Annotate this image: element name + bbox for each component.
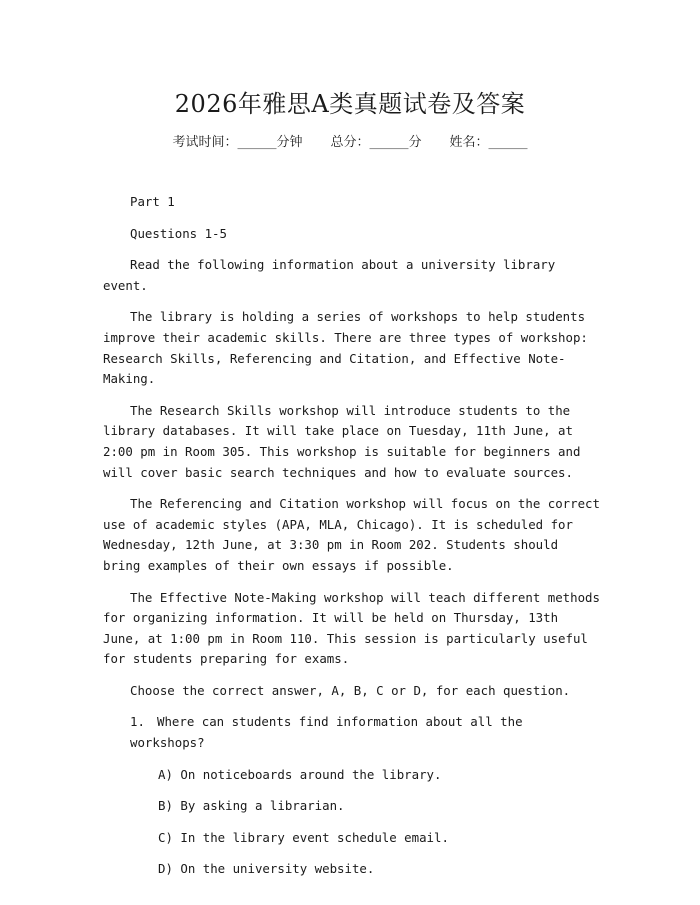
name-field: 姓名：______: [449, 135, 528, 150]
questions-range: Questions 1-5: [130, 225, 227, 241]
document-body: [103, 192, 601, 891]
option-b: B) By asking a librarian.: [158, 798, 345, 814]
question-text: Where can students find information about all the workshops?: [130, 714, 523, 751]
instruction-text: Choose the correct answer, A, B, C or D, for each question.: [130, 682, 571, 698]
paragraph-referencing: The Referencing and Citation workshop will focus on the correct use of academic styles (APA, MLA, Chicago). It is scheduled for Wednesday, 12th June, at 3:30 pm in Room 202. Students should bring examples of their own essays if possible.: [103, 496, 600, 573]
option-d: D) On the university website.: [158, 861, 375, 877]
exam-time-field: 考试时间：______分钟: [172, 135, 303, 150]
option-a: A) On noticeboards around the library.: [158, 766, 442, 782]
part-heading: Part 1: [130, 194, 175, 209]
paragraph-note-making: The Effective Note-Making workshop will teach different methods for organizing information. It will be held on Thursday, 13th June, at 1:00 pm in Room 110. This session is particularly useful for students preparing for exams.: [103, 589, 600, 667]
paragraph-workshops-overview: The library is holding a series of workshops to help students improve their academic skills. There are three types of workshop: Research Skills, Referencing and Citation, and Effective Note-Making.: [103, 309, 588, 387]
page-title: 2026年雅思A类真题试卷及答案: [174, 90, 526, 118]
question-number: 1.: [130, 714, 145, 730]
option-c: C) In the library event schedule email.: [158, 829, 449, 845]
total-score-field: 总分：______分: [330, 135, 422, 150]
paragraph-research-skills: The Research Skills workshop will introduce students to the library databases. It will take place on Tuesday, 11th June, at 2:00 pm in Room 305. This workshop is suitable for beginners and will cover basic search techniques and how to evaluate sources.: [103, 402, 581, 480]
exam-meta-line: [0, 131, 700, 150]
intro-text: Read the following information about a university library event.: [103, 257, 556, 293]
question-1: [103, 712, 601, 753]
